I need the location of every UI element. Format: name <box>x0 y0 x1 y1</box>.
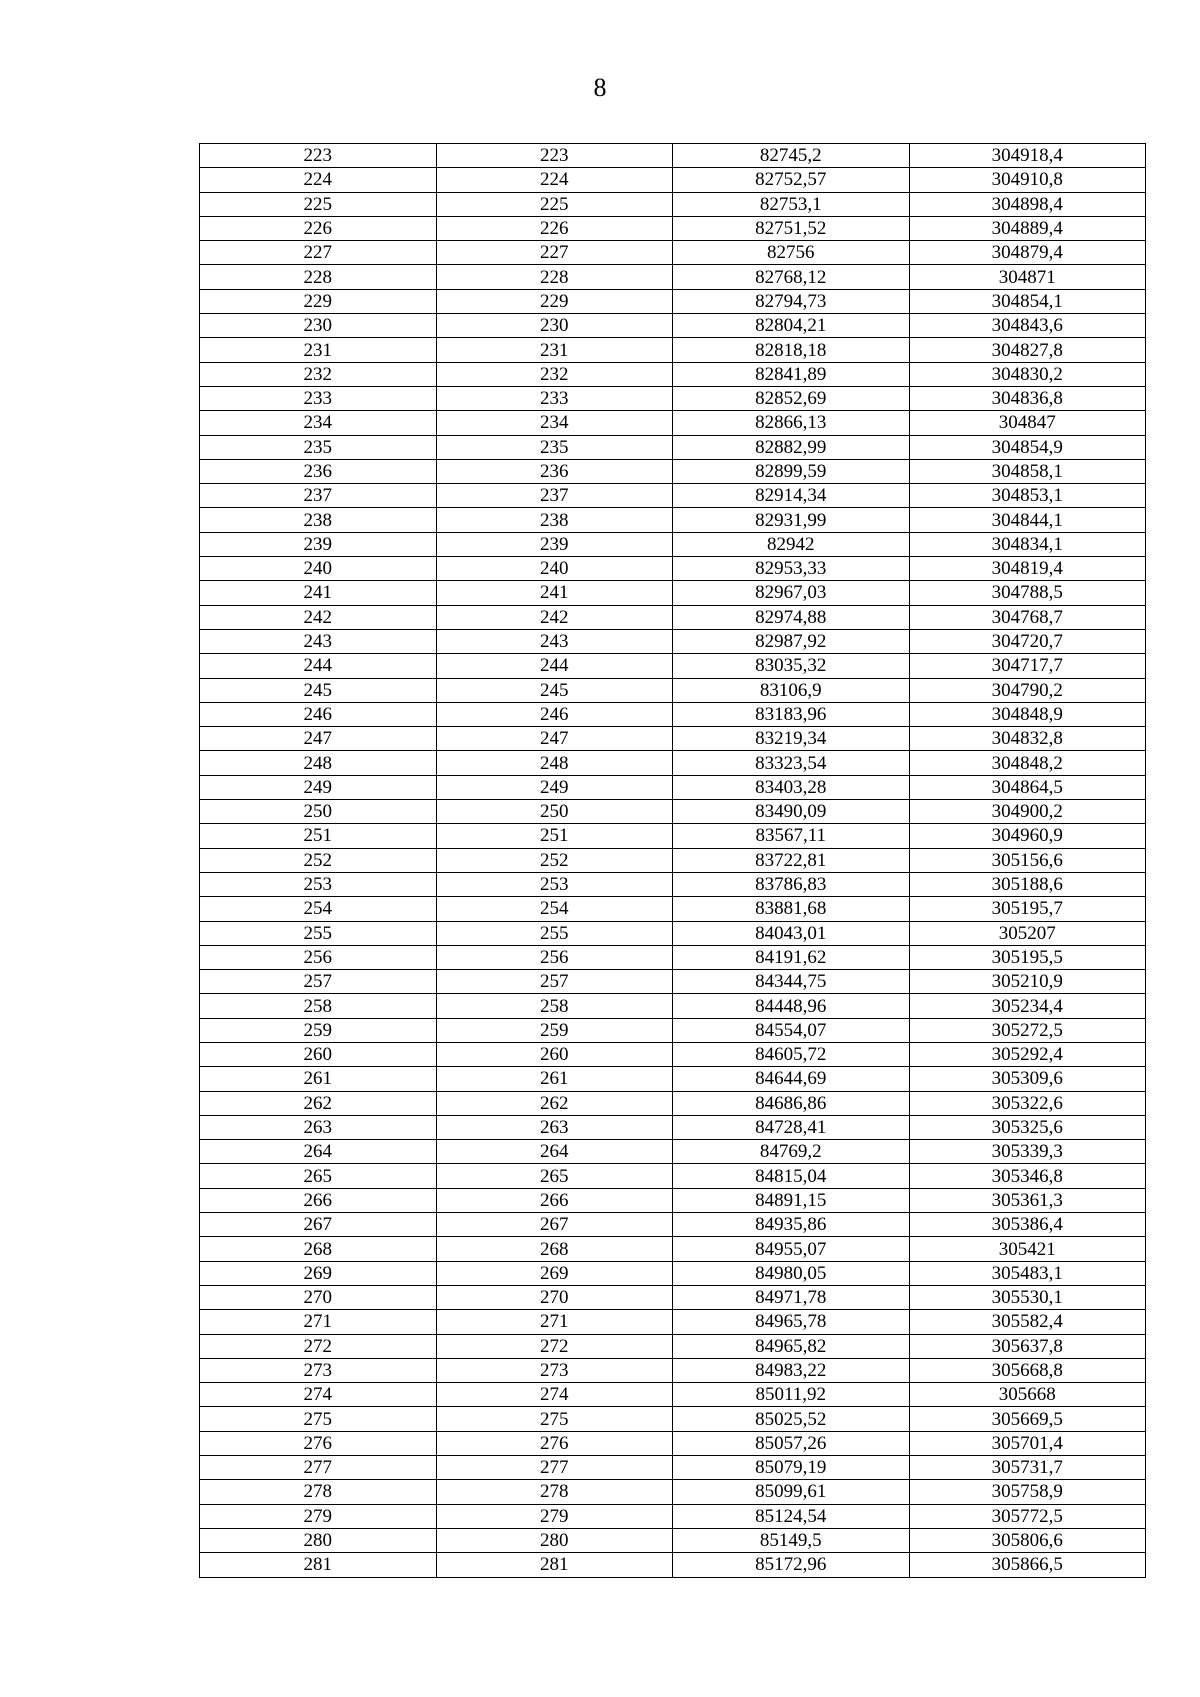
x-coordinate-cell: 85011,92 <box>673 1383 910 1407</box>
page-number: 8 <box>593 73 607 102</box>
x-coordinate-cell: 84043,01 <box>673 921 910 945</box>
table-row <box>200 702 1146 726</box>
y-coordinate-cell: 305421 <box>909 1237 1146 1261</box>
table-row <box>200 581 1146 605</box>
point-id-cell: 248 <box>436 751 673 775</box>
point-number-cell: 261 <box>200 1067 437 1091</box>
point-id-cell: 272 <box>436 1334 673 1358</box>
x-coordinate-cell: 84728,41 <box>673 1115 910 1139</box>
y-coordinate-cell: 304717,7 <box>909 654 1146 678</box>
x-coordinate-cell: 82745,2 <box>673 144 910 168</box>
x-coordinate-cell: 85025,52 <box>673 1407 910 1431</box>
point-id-cell: 246 <box>436 702 673 726</box>
x-coordinate-cell: 82953,33 <box>673 557 910 581</box>
point-id-cell: 261 <box>436 1067 673 1091</box>
point-number-cell: 225 <box>200 192 437 216</box>
x-coordinate-cell: 84971,78 <box>673 1285 910 1309</box>
x-coordinate-cell: 83722,81 <box>673 848 910 872</box>
table-row <box>200 557 1146 581</box>
y-coordinate-cell: 305806,6 <box>909 1528 1146 1552</box>
point-number-cell: 240 <box>200 557 437 581</box>
point-number-cell: 260 <box>200 1042 437 1066</box>
point-number-cell: 247 <box>200 727 437 751</box>
point-id-cell: 269 <box>436 1261 673 1285</box>
table-row <box>200 800 1146 824</box>
point-id-cell: 233 <box>436 386 673 410</box>
point-id-cell: 241 <box>436 581 673 605</box>
x-coordinate-cell: 82752,57 <box>673 168 910 192</box>
y-coordinate-cell: 304898,4 <box>909 192 1146 216</box>
y-coordinate-cell: 305210,9 <box>909 970 1146 994</box>
table-row <box>200 654 1146 678</box>
x-coordinate-cell: 85149,5 <box>673 1528 910 1552</box>
point-number-cell: 280 <box>200 1528 437 1552</box>
y-coordinate-cell: 305346,8 <box>909 1164 1146 1188</box>
point-id-cell: 267 <box>436 1213 673 1237</box>
x-coordinate-cell: 84191,62 <box>673 945 910 969</box>
point-number-cell: 262 <box>200 1091 437 1115</box>
y-coordinate-cell: 305207 <box>909 921 1146 945</box>
table-row <box>200 1358 1146 1382</box>
x-coordinate-cell: 84965,82 <box>673 1334 910 1358</box>
x-coordinate-cell: 84769,2 <box>673 1140 910 1164</box>
table-row <box>200 1456 1146 1480</box>
y-coordinate-cell: 305731,7 <box>909 1456 1146 1480</box>
x-coordinate-cell: 82768,12 <box>673 265 910 289</box>
table-row <box>200 386 1146 410</box>
y-coordinate-cell: 305322,6 <box>909 1091 1146 1115</box>
point-number-cell: 249 <box>200 775 437 799</box>
point-id-cell: 234 <box>436 411 673 435</box>
point-id-cell: 265 <box>436 1164 673 1188</box>
y-coordinate-cell: 304889,4 <box>909 216 1146 240</box>
point-id-cell: 250 <box>436 800 673 824</box>
point-id-cell: 260 <box>436 1042 673 1066</box>
coordinates-table-body <box>200 144 1146 1578</box>
point-id-cell: 255 <box>436 921 673 945</box>
x-coordinate-cell: 82794,73 <box>673 289 910 313</box>
y-coordinate-cell: 305195,5 <box>909 945 1146 969</box>
point-id-cell: 230 <box>436 314 673 338</box>
x-coordinate-cell: 83183,96 <box>673 702 910 726</box>
point-number-cell: 237 <box>200 484 437 508</box>
y-coordinate-cell: 304858,1 <box>909 459 1146 483</box>
table-row <box>200 192 1146 216</box>
point-number-cell: 274 <box>200 1383 437 1407</box>
x-coordinate-cell: 83323,54 <box>673 751 910 775</box>
y-coordinate-cell: 304768,7 <box>909 605 1146 629</box>
point-id-cell: 232 <box>436 362 673 386</box>
x-coordinate-cell: 82804,21 <box>673 314 910 338</box>
y-coordinate-cell: 305758,9 <box>909 1480 1146 1504</box>
x-coordinate-cell: 83786,83 <box>673 872 910 896</box>
point-id-cell: 266 <box>436 1188 673 1212</box>
table-row <box>200 168 1146 192</box>
point-id-cell: 277 <box>436 1456 673 1480</box>
y-coordinate-cell: 305668,8 <box>909 1358 1146 1382</box>
table-row <box>200 435 1146 459</box>
point-id-cell: 245 <box>436 678 673 702</box>
y-coordinate-cell: 304864,5 <box>909 775 1146 799</box>
x-coordinate-cell: 82974,88 <box>673 605 910 629</box>
y-coordinate-cell: 305272,5 <box>909 1018 1146 1042</box>
y-coordinate-cell: 305668 <box>909 1383 1146 1407</box>
table-row <box>200 1164 1146 1188</box>
y-coordinate-cell: 304960,9 <box>909 824 1146 848</box>
y-coordinate-cell: 305361,3 <box>909 1188 1146 1212</box>
x-coordinate-cell: 84605,72 <box>673 1042 910 1066</box>
x-coordinate-cell: 82753,1 <box>673 192 910 216</box>
point-number-cell: 243 <box>200 629 437 653</box>
y-coordinate-cell: 305701,4 <box>909 1431 1146 1455</box>
point-id-cell: 223 <box>436 144 673 168</box>
point-number-cell: 224 <box>200 168 437 192</box>
point-id-cell: 254 <box>436 897 673 921</box>
point-number-cell: 233 <box>200 386 437 410</box>
x-coordinate-cell: 85172,96 <box>673 1553 910 1577</box>
point-number-cell: 231 <box>200 338 437 362</box>
table-row <box>200 970 1146 994</box>
point-id-cell: 239 <box>436 532 673 556</box>
point-id-cell: 243 <box>436 629 673 653</box>
point-number-cell: 265 <box>200 1164 437 1188</box>
table-row <box>200 1018 1146 1042</box>
y-coordinate-cell: 304834,1 <box>909 532 1146 556</box>
point-id-cell: 253 <box>436 872 673 896</box>
point-id-cell: 242 <box>436 605 673 629</box>
table-row <box>200 1285 1146 1309</box>
point-id-cell: 226 <box>436 216 673 240</box>
x-coordinate-cell: 82866,13 <box>673 411 910 435</box>
point-id-cell: 275 <box>436 1407 673 1431</box>
table-row <box>200 241 1146 265</box>
y-coordinate-cell: 304900,2 <box>909 800 1146 824</box>
table-row <box>200 1237 1146 1261</box>
point-id-cell: 274 <box>436 1383 673 1407</box>
y-coordinate-cell: 305772,5 <box>909 1504 1146 1528</box>
x-coordinate-cell: 84965,78 <box>673 1310 910 1334</box>
point-number-cell: 251 <box>200 824 437 848</box>
table-row <box>200 1115 1146 1139</box>
point-id-cell: 229 <box>436 289 673 313</box>
table-row <box>200 678 1146 702</box>
x-coordinate-cell: 82818,18 <box>673 338 910 362</box>
y-coordinate-cell: 304832,8 <box>909 727 1146 751</box>
x-coordinate-cell: 82751,52 <box>673 216 910 240</box>
point-id-cell: 237 <box>436 484 673 508</box>
point-id-cell: 276 <box>436 1431 673 1455</box>
point-number-cell: 258 <box>200 994 437 1018</box>
point-number-cell: 238 <box>200 508 437 532</box>
table-row <box>200 1480 1146 1504</box>
point-number-cell: 257 <box>200 970 437 994</box>
x-coordinate-cell: 84955,07 <box>673 1237 910 1261</box>
y-coordinate-cell: 305339,3 <box>909 1140 1146 1164</box>
y-coordinate-cell: 305866,5 <box>909 1553 1146 1577</box>
x-coordinate-cell: 84448,96 <box>673 994 910 1018</box>
table-row <box>200 751 1146 775</box>
x-coordinate-cell: 82852,69 <box>673 386 910 410</box>
table-row <box>200 289 1146 313</box>
y-coordinate-cell: 304843,6 <box>909 314 1146 338</box>
y-coordinate-cell: 305582,4 <box>909 1310 1146 1334</box>
table-row <box>200 411 1146 435</box>
y-coordinate-cell: 304918,4 <box>909 144 1146 168</box>
point-number-cell: 228 <box>200 265 437 289</box>
point-id-cell: 228 <box>436 265 673 289</box>
x-coordinate-cell: 83567,11 <box>673 824 910 848</box>
y-coordinate-cell: 305292,4 <box>909 1042 1146 1066</box>
point-id-cell: 271 <box>436 1310 673 1334</box>
table-row <box>200 265 1146 289</box>
x-coordinate-cell: 84644,69 <box>673 1067 910 1091</box>
point-id-cell: 238 <box>436 508 673 532</box>
x-coordinate-cell: 82987,92 <box>673 629 910 653</box>
table-row <box>200 994 1146 1018</box>
table-row <box>200 1188 1146 1212</box>
table-row <box>200 1140 1146 1164</box>
x-coordinate-cell: 85099,61 <box>673 1480 910 1504</box>
y-coordinate-cell: 305669,5 <box>909 1407 1146 1431</box>
point-number-cell: 266 <box>200 1188 437 1212</box>
y-coordinate-cell: 305234,4 <box>909 994 1146 1018</box>
coordinates-table <box>199 143 1146 1578</box>
point-id-cell: 256 <box>436 945 673 969</box>
table-row <box>200 1407 1146 1431</box>
point-number-cell: 245 <box>200 678 437 702</box>
point-number-cell: 275 <box>200 1407 437 1431</box>
table-row <box>200 338 1146 362</box>
point-number-cell: 276 <box>200 1431 437 1455</box>
y-coordinate-cell: 304836,8 <box>909 386 1146 410</box>
table-row <box>200 1261 1146 1285</box>
y-coordinate-cell: 304830,2 <box>909 362 1146 386</box>
x-coordinate-cell: 84554,07 <box>673 1018 910 1042</box>
table-row <box>200 1504 1146 1528</box>
point-id-cell: 225 <box>436 192 673 216</box>
point-id-cell: 280 <box>436 1528 673 1552</box>
point-id-cell: 263 <box>436 1115 673 1139</box>
point-id-cell: 244 <box>436 654 673 678</box>
table-row <box>200 1334 1146 1358</box>
point-number-cell: 236 <box>200 459 437 483</box>
point-id-cell: 231 <box>436 338 673 362</box>
table-row <box>200 1528 1146 1552</box>
point-number-cell: 241 <box>200 581 437 605</box>
table-row <box>200 314 1146 338</box>
table-row <box>200 532 1146 556</box>
x-coordinate-cell: 83490,09 <box>673 800 910 824</box>
table-row <box>200 508 1146 532</box>
x-coordinate-cell: 83881,68 <box>673 897 910 921</box>
point-number-cell: 268 <box>200 1237 437 1261</box>
y-coordinate-cell: 305195,7 <box>909 897 1146 921</box>
point-number-cell: 232 <box>200 362 437 386</box>
point-number-cell: 264 <box>200 1140 437 1164</box>
point-number-cell: 256 <box>200 945 437 969</box>
table-row <box>200 1213 1146 1237</box>
y-coordinate-cell: 305325,6 <box>909 1115 1146 1139</box>
x-coordinate-cell: 82899,59 <box>673 459 910 483</box>
table-row <box>200 775 1146 799</box>
point-id-cell: 236 <box>436 459 673 483</box>
x-coordinate-cell: 83106,9 <box>673 678 910 702</box>
table-row <box>200 362 1146 386</box>
table-row <box>200 945 1146 969</box>
point-number-cell: 255 <box>200 921 437 945</box>
y-coordinate-cell: 305637,8 <box>909 1334 1146 1358</box>
x-coordinate-cell: 84983,22 <box>673 1358 910 1382</box>
y-coordinate-cell: 304853,1 <box>909 484 1146 508</box>
point-number-cell: 263 <box>200 1115 437 1139</box>
x-coordinate-cell: 85057,26 <box>673 1431 910 1455</box>
point-id-cell: 278 <box>436 1480 673 1504</box>
x-coordinate-cell: 84980,05 <box>673 1261 910 1285</box>
point-number-cell: 223 <box>200 144 437 168</box>
y-coordinate-cell: 304848,9 <box>909 702 1146 726</box>
point-number-cell: 246 <box>200 702 437 726</box>
y-coordinate-cell: 304879,4 <box>909 241 1146 265</box>
point-number-cell: 259 <box>200 1018 437 1042</box>
table-row <box>200 459 1146 483</box>
table-row <box>200 216 1146 240</box>
y-coordinate-cell: 305309,6 <box>909 1067 1146 1091</box>
y-coordinate-cell: 304720,7 <box>909 629 1146 653</box>
x-coordinate-cell: 82942 <box>673 532 910 556</box>
y-coordinate-cell: 304788,5 <box>909 581 1146 605</box>
table-row <box>200 1042 1146 1066</box>
y-coordinate-cell: 304871 <box>909 265 1146 289</box>
x-coordinate-cell: 84815,04 <box>673 1164 910 1188</box>
point-number-cell: 248 <box>200 751 437 775</box>
point-number-cell: 279 <box>200 1504 437 1528</box>
point-id-cell: 258 <box>436 994 673 1018</box>
point-id-cell: 249 <box>436 775 673 799</box>
point-id-cell: 268 <box>436 1237 673 1261</box>
x-coordinate-cell: 82882,99 <box>673 435 910 459</box>
x-coordinate-cell: 83403,28 <box>673 775 910 799</box>
table-row <box>200 727 1146 751</box>
table-row <box>200 872 1146 896</box>
table-row <box>200 1091 1146 1115</box>
point-number-cell: 230 <box>200 314 437 338</box>
table-row <box>200 897 1146 921</box>
y-coordinate-cell: 304844,1 <box>909 508 1146 532</box>
x-coordinate-cell: 84935,86 <box>673 1213 910 1237</box>
y-coordinate-cell: 304910,8 <box>909 168 1146 192</box>
table-row <box>200 605 1146 629</box>
y-coordinate-cell: 305188,6 <box>909 872 1146 896</box>
point-number-cell: 254 <box>200 897 437 921</box>
point-number-cell: 277 <box>200 1456 437 1480</box>
table-row <box>200 1310 1146 1334</box>
x-coordinate-cell: 82967,03 <box>673 581 910 605</box>
x-coordinate-cell: 82914,34 <box>673 484 910 508</box>
y-coordinate-cell: 304854,1 <box>909 289 1146 313</box>
point-id-cell: 235 <box>436 435 673 459</box>
x-coordinate-cell: 84344,75 <box>673 970 910 994</box>
point-number-cell: 244 <box>200 654 437 678</box>
table-row <box>200 1383 1146 1407</box>
table-row <box>200 484 1146 508</box>
y-coordinate-cell: 304790,2 <box>909 678 1146 702</box>
point-id-cell: 252 <box>436 848 673 872</box>
point-number-cell: 271 <box>200 1310 437 1334</box>
y-coordinate-cell: 305156,6 <box>909 848 1146 872</box>
point-number-cell: 229 <box>200 289 437 313</box>
point-number-cell: 272 <box>200 1334 437 1358</box>
point-number-cell: 227 <box>200 241 437 265</box>
y-coordinate-cell: 305530,1 <box>909 1285 1146 1309</box>
x-coordinate-cell: 85079,19 <box>673 1456 910 1480</box>
table-row <box>200 921 1146 945</box>
point-number-cell: 252 <box>200 848 437 872</box>
point-number-cell: 270 <box>200 1285 437 1309</box>
point-id-cell: 279 <box>436 1504 673 1528</box>
table-row <box>200 144 1146 168</box>
table-row <box>200 1553 1146 1577</box>
x-coordinate-cell: 82756 <box>673 241 910 265</box>
x-coordinate-cell: 84891,15 <box>673 1188 910 1212</box>
point-id-cell: 270 <box>436 1285 673 1309</box>
y-coordinate-cell: 304847 <box>909 411 1146 435</box>
y-coordinate-cell: 305386,4 <box>909 1213 1146 1237</box>
point-number-cell: 250 <box>200 800 437 824</box>
point-number-cell: 267 <box>200 1213 437 1237</box>
point-id-cell: 259 <box>436 1018 673 1042</box>
point-id-cell: 264 <box>436 1140 673 1164</box>
point-number-cell: 281 <box>200 1553 437 1577</box>
point-number-cell: 269 <box>200 1261 437 1285</box>
point-number-cell: 278 <box>200 1480 437 1504</box>
table-row <box>200 629 1146 653</box>
x-coordinate-cell: 83219,34 <box>673 727 910 751</box>
point-id-cell: 251 <box>436 824 673 848</box>
point-number-cell: 234 <box>200 411 437 435</box>
point-number-cell: 235 <box>200 435 437 459</box>
table-row <box>200 848 1146 872</box>
x-coordinate-cell: 82931,99 <box>673 508 910 532</box>
y-coordinate-cell: 304848,2 <box>909 751 1146 775</box>
point-id-cell: 262 <box>436 1091 673 1115</box>
point-id-cell: 227 <box>436 241 673 265</box>
y-coordinate-cell: 304819,4 <box>909 557 1146 581</box>
point-id-cell: 247 <box>436 727 673 751</box>
x-coordinate-cell: 84686,86 <box>673 1091 910 1115</box>
point-number-cell: 242 <box>200 605 437 629</box>
y-coordinate-cell: 304854,9 <box>909 435 1146 459</box>
x-coordinate-cell: 82841,89 <box>673 362 910 386</box>
table-row <box>200 1067 1146 1091</box>
point-id-cell: 273 <box>436 1358 673 1382</box>
table-row <box>200 824 1146 848</box>
table-row <box>200 1431 1146 1455</box>
point-id-cell: 281 <box>436 1553 673 1577</box>
point-number-cell: 253 <box>200 872 437 896</box>
x-coordinate-cell: 83035,32 <box>673 654 910 678</box>
point-number-cell: 239 <box>200 532 437 556</box>
point-id-cell: 224 <box>436 168 673 192</box>
y-coordinate-cell: 305483,1 <box>909 1261 1146 1285</box>
point-number-cell: 273 <box>200 1358 437 1382</box>
x-coordinate-cell: 85124,54 <box>673 1504 910 1528</box>
point-id-cell: 240 <box>436 557 673 581</box>
point-id-cell: 257 <box>436 970 673 994</box>
y-coordinate-cell: 304827,8 <box>909 338 1146 362</box>
point-number-cell: 226 <box>200 216 437 240</box>
